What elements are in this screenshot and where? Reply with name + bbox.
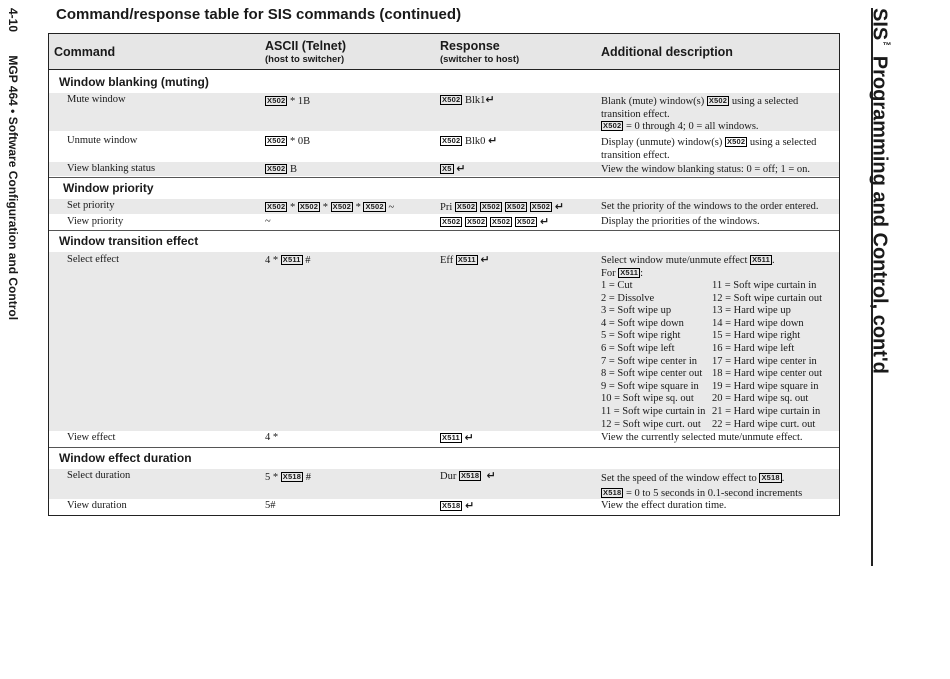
effect-row <box>601 343 822 356</box>
section-divider <box>49 177 839 178</box>
desc-set-priority: Set the priority of the windows to the order entered. <box>601 201 819 212</box>
desc-view-blanking: View the window blanking status: 0 = off; 1 = on. <box>601 164 811 175</box>
right-side-header <box>868 8 898 388</box>
cmd-set-priority: Set priority <box>67 200 115 211</box>
resp-set-priority: Pri X502 X502 X502 X502 ↵ <box>440 200 564 213</box>
ascii-set-priority: X502 * X502 * X502 * X502 ~ <box>267 202 395 213</box>
effect-row <box>601 368 822 381</box>
effect-right: 16 = Hard wipe left <box>712 342 795 354</box>
effect-row <box>601 393 822 406</box>
left-side-header <box>6 8 20 338</box>
sis-label: SIS <box>868 8 891 41</box>
effect-left: 2 = Dissolve <box>601 292 655 304</box>
effect-row <box>601 406 822 419</box>
resp-select-duration: Dur X518 ↵ <box>440 469 496 482</box>
effect-row <box>601 419 822 432</box>
return-arrow-icon: ↵ <box>486 469 496 482</box>
effect-row <box>601 318 822 331</box>
return-arrow-icon: ↵ <box>464 499 475 512</box>
section-blanking: Window blanking (muting) <box>59 75 209 89</box>
section-divider <box>49 447 839 448</box>
resp-view-duration: X518 ↵ <box>442 499 475 512</box>
resp-select-effect: Eff X511 ↵ <box>440 253 490 266</box>
effect-right: 15 = Hard wipe right <box>712 330 801 342</box>
command-table <box>48 33 840 516</box>
cmd-select-effect: Select effect <box>67 254 119 265</box>
resp-view-blanking: X5 ↵ <box>442 162 466 175</box>
ascii-select-effect: 4 * X511 # <box>265 255 311 266</box>
desc-select-duration: Set the speed of the window effect to X518 . X518 = 0 to 5 seconds in 0.1-second increments <box>601 473 803 499</box>
cmd-view-effect: View effect <box>67 432 116 443</box>
effect-row <box>601 381 822 394</box>
ascii-unmute-window: X502 * 0B <box>267 136 311 147</box>
cmd-view-priority: View priority <box>67 216 124 227</box>
effect-left: 12 = Soft wipe curt. out <box>601 418 701 430</box>
effect-right: 12 = Soft wipe curtain out <box>712 292 823 304</box>
table-header <box>49 34 839 70</box>
effect-left: 8 = Soft wipe center out <box>601 368 703 380</box>
resp-view-effect: X511 ↵ <box>442 431 474 444</box>
effect-row <box>601 293 822 306</box>
header-description: Additional description <box>601 45 733 59</box>
page-number: 4-10 <box>6 8 20 33</box>
ascii-mute-window: X502 * 1B <box>267 96 311 107</box>
return-arrow-icon: ↵ <box>456 162 466 175</box>
return-arrow-icon: ↵ <box>480 253 490 266</box>
desc-mute-window: Blank (mute) window(s) X502 using a selected transition effect. X502 = 0 through 4; 0 = all windows. <box>601 96 799 132</box>
effect-left: 5 = Soft wipe right <box>601 330 681 342</box>
cmd-view-blanking: View blanking status <box>67 163 156 174</box>
return-arrow-icon: ↵ <box>485 93 495 106</box>
return-arrow-icon: ↵ <box>464 431 474 444</box>
header-ascii: ASCII (Telnet) (host to switcher) <box>265 39 347 65</box>
effect-left: 9 = Soft wipe square in <box>601 380 699 392</box>
header-command: Command <box>54 45 116 59</box>
effect-right: 17 = Hard wipe center in <box>712 355 817 367</box>
section-priority: Window priority <box>63 181 154 195</box>
ascii-view-duration: 5# <box>265 500 276 511</box>
resp-mute-window: X502 Blk1↵ <box>442 93 495 106</box>
resp-view-priority: X502 X502 X502 X502 ↵ <box>442 215 550 228</box>
effect-left: 11 = Soft wipe curtain in <box>601 405 706 417</box>
desc-unmute-window: Display (unmute) window(s) X502 using a selected transition effect. <box>601 137 817 161</box>
effect-right: 14 = Hard wipe down <box>712 317 804 329</box>
ascii-view-priority: ~ <box>265 216 271 227</box>
cmd-unmute-window: Unmute window <box>67 135 138 146</box>
effect-left: 6 = Soft wipe left <box>601 342 675 354</box>
desc-view-priority: Display the priorities of the windows. <box>601 216 760 227</box>
effect-left: 4 = Soft wipe down <box>601 317 684 329</box>
section-transition: Window transition effect <box>59 234 199 248</box>
effect-row <box>601 356 822 369</box>
cmd-mute-window: Mute window <box>67 94 126 105</box>
ascii-select-duration: 5 * X518 # <box>265 472 311 483</box>
effect-right: 13 = Hard wipe up <box>712 305 791 317</box>
effects-list <box>601 280 822 431</box>
page-title: Command/response table for SIS commands (continued) <box>56 6 462 23</box>
manual-caption: MGP 464 • Software Configuration and Control <box>6 55 20 321</box>
ascii-view-blanking: X502 B <box>267 164 297 175</box>
effect-left: 3 = Soft wipe up <box>601 305 672 317</box>
section-duration: Window effect duration <box>59 451 192 465</box>
cmd-view-duration: View duration <box>67 500 127 511</box>
effect-left: 7 = Soft wipe center in <box>601 355 698 367</box>
effect-right: 19 = Hard wipe square in <box>712 380 819 392</box>
desc-view-duration: View the effect duration time. <box>601 500 727 511</box>
effect-right: 21 = Hard wipe curtain in <box>712 405 821 417</box>
effect-right: 20 = Hard wipe sq. out <box>712 393 809 405</box>
effect-right: 18 = Hard wipe center out <box>712 368 823 380</box>
effect-row <box>601 330 822 343</box>
trademark-mark: ™ <box>882 40 892 51</box>
return-arrow-icon: ↵ <box>488 134 498 147</box>
ascii-view-effect: 4 * <box>265 432 279 443</box>
effect-right: 11 = Soft wipe curtain in <box>712 280 817 291</box>
effect-left: 10 = Soft wipe sq. out <box>601 393 694 405</box>
return-arrow-icon: ↵ <box>539 215 550 228</box>
cmd-select-duration: Select duration <box>67 470 131 481</box>
return-arrow-icon: ↵ <box>554 200 564 213</box>
desc-view-effect: View the currently selected mute/unmute effect. <box>601 432 803 443</box>
effect-left: 1 = Cut <box>601 280 633 291</box>
resp-unmute-window: X502 Blk0 ↵ <box>442 134 498 147</box>
desc-select-effect: Select window mute/unmute effect X511 . For X511 : <box>601 255 775 279</box>
header-response: Response (switcher to host) <box>440 39 520 65</box>
section-running-title: Programming and Control, cont'd <box>868 50 891 374</box>
section-divider <box>49 230 839 231</box>
effect-row <box>601 305 822 318</box>
effect-row <box>601 280 822 293</box>
effect-right: 22 = Hard wipe curt. out <box>712 418 816 430</box>
